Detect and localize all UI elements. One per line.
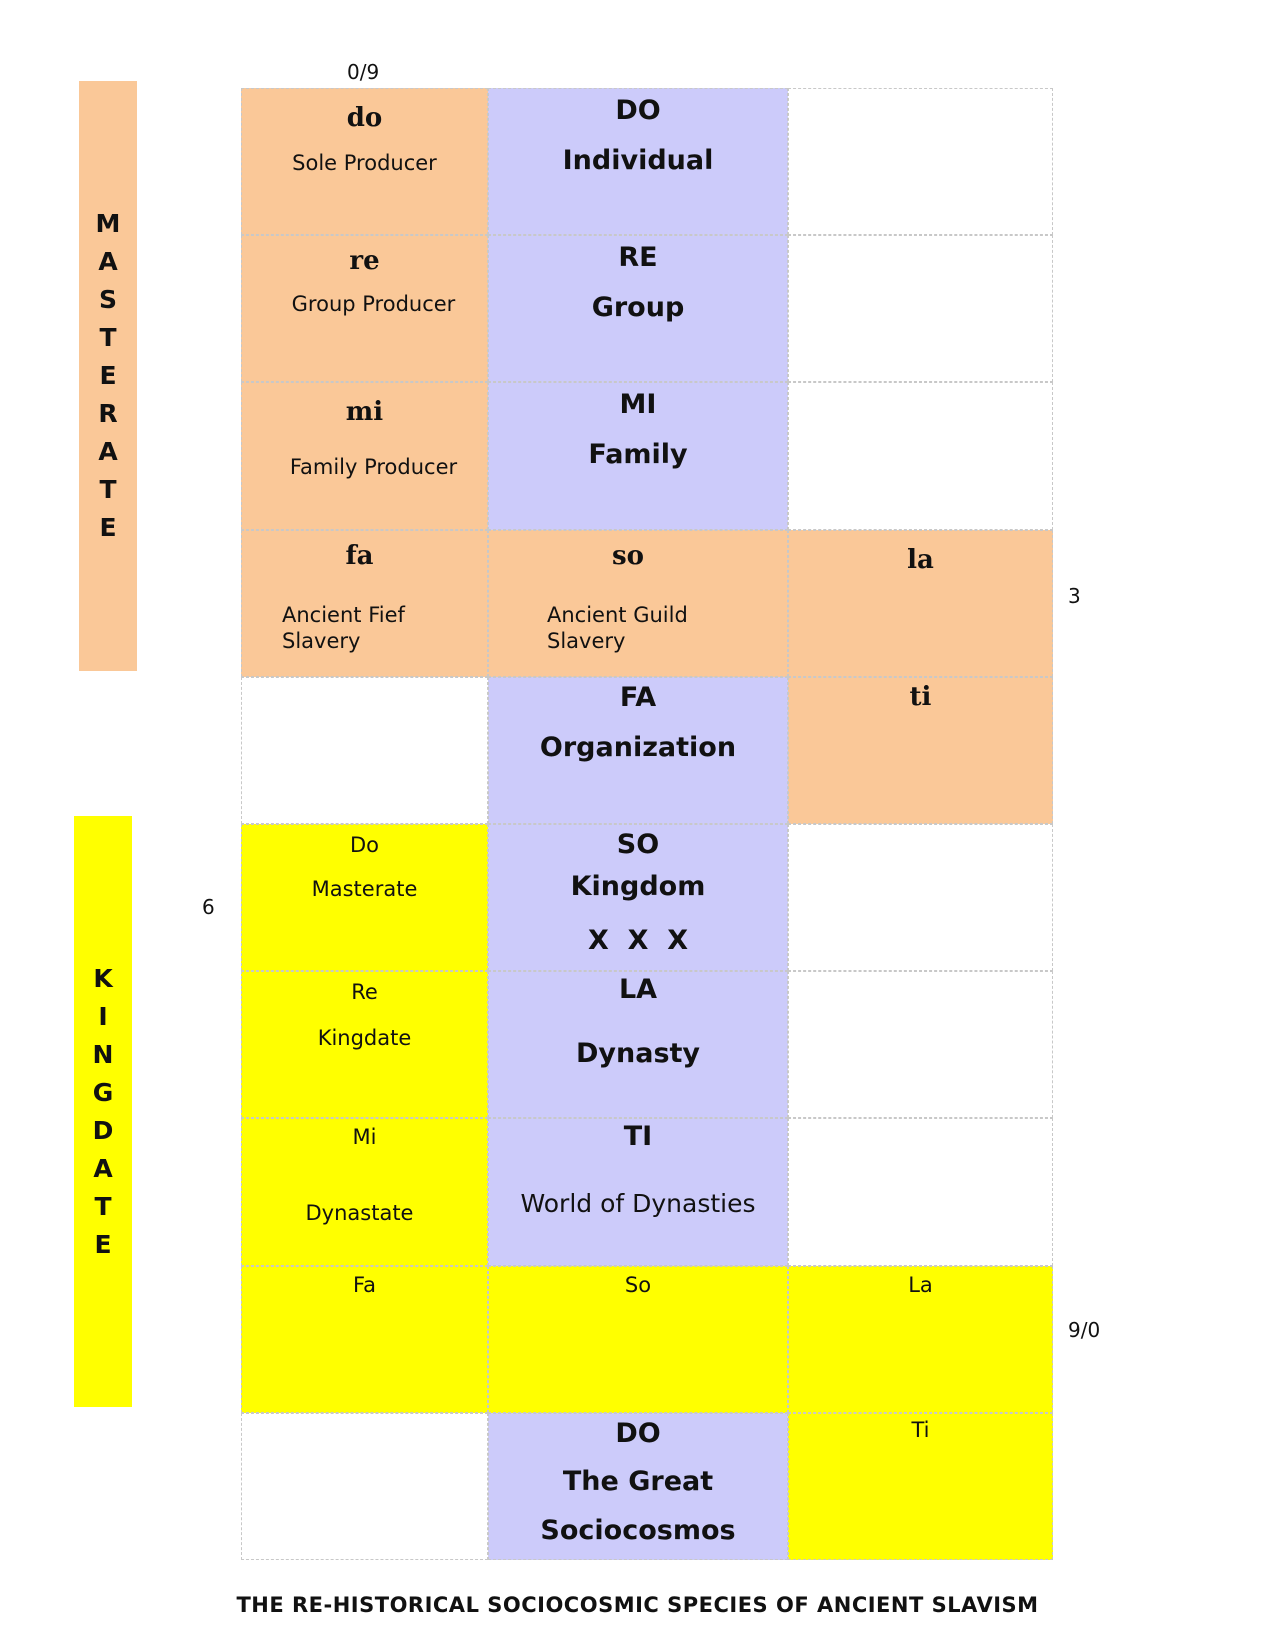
cell-label: Group Producer: [291, 292, 456, 317]
masterate-letter: S: [98, 285, 117, 314]
cell-re-kingdate: [241, 971, 488, 1118]
cell-fa-ancient-fief-slavery: [241, 530, 488, 677]
cell-code: Re: [351, 980, 378, 1005]
cell-label: Dynasty: [575, 1038, 701, 1070]
cell-label: Sole Producer: [292, 151, 437, 175]
kingdate-letter: T: [94, 1191, 112, 1221]
cell-la-upper: [788, 1266, 1053, 1413]
marker-right-lower: 9/0: [1068, 1318, 1101, 1342]
cell-code: do: [346, 103, 383, 133]
marker-left-lower: 6: [202, 895, 215, 919]
cell-label: Group: [591, 292, 685, 324]
kingdate-letter: I: [98, 1001, 108, 1031]
kingdate-letter: D: [92, 1115, 114, 1145]
masterate-side-bar: [79, 81, 137, 671]
cell-code: la: [907, 544, 934, 575]
cell-code: FA: [619, 681, 657, 713]
cell-dynasty: [488, 971, 788, 1118]
cell-family: [488, 382, 788, 529]
diagram-caption: THE RE-HISTORICAL SOCIOCOSMIC SPECIES OF ANCIENT SLAVISM: [236, 1593, 1039, 1617]
cell-label-line1: Ancient Guild: [547, 602, 688, 627]
cell-label: Kingdate: [317, 1026, 412, 1051]
cell-label: Dynastate: [305, 1201, 414, 1226]
cell-do-sole-producer: [241, 88, 488, 235]
cell-re-group-producer: [241, 235, 488, 382]
cell-code: DO: [615, 1417, 661, 1449]
cell-label-line2: Slavery: [282, 628, 361, 653]
kingdate-letter: K: [93, 963, 113, 993]
cell-so: [488, 1266, 788, 1413]
kingdate-letter: E: [94, 1229, 112, 1259]
cell-fa: [241, 1266, 488, 1413]
cell-kingdom: [488, 824, 788, 971]
cell-code: DO: [615, 95, 661, 126]
cell-label: Family: [588, 439, 688, 471]
cell-empty: [241, 677, 488, 824]
kingdate-letter: G: [92, 1077, 114, 1107]
cell-label-line2: Slavery: [547, 628, 626, 653]
cell-label: Individual: [562, 145, 714, 176]
cell-code: Fa: [352, 1272, 377, 1297]
masterate-letter: T: [99, 475, 117, 504]
cell-empty: [788, 382, 1053, 529]
cell-code: Do: [349, 832, 380, 857]
cell-world-of-dynasties: [488, 1118, 788, 1265]
cell-individual: [488, 88, 788, 235]
cell-great-sociocosmos: [488, 1413, 788, 1560]
cell-mi-dynastate: [241, 1118, 488, 1265]
cell-code: TI: [623, 1121, 653, 1153]
cell-code: Mi: [352, 1125, 377, 1150]
masterate-letter: A: [98, 247, 118, 276]
cell-empty: [788, 1118, 1053, 1265]
masterate-letter: A: [98, 437, 118, 466]
cell-label-line1: The Great: [562, 1465, 714, 1497]
cell-empty: [241, 1413, 488, 1560]
masterate-letter: R: [98, 399, 118, 428]
masterate-letter: T: [99, 323, 117, 352]
kingdate-side-bar: [74, 816, 132, 1407]
kingdate-letter: N: [92, 1039, 114, 1069]
cell-so-ancient-guild-slavery: [488, 530, 788, 677]
masterate-letter: M: [95, 209, 121, 238]
cell-label-line1: Ancient Fief: [282, 602, 405, 627]
cell-empty: [788, 235, 1053, 382]
cell-label: Kingdom: [570, 870, 706, 902]
cell-code: re: [349, 246, 380, 277]
cell-marks: X X X: [587, 924, 689, 956]
cell-group: [488, 235, 788, 382]
cell-code: LA: [618, 974, 658, 1006]
cell-la: [788, 530, 1053, 677]
cell-code: so: [612, 540, 644, 571]
cell-empty: [788, 971, 1053, 1118]
cell-code: Ti: [911, 1417, 930, 1442]
cell-label: Masterate: [311, 876, 418, 901]
cell-mi-family-producer: [241, 382, 488, 529]
cell-code: RE: [618, 242, 658, 274]
cell-code: MI: [619, 389, 657, 421]
kingdate-letter: A: [93, 1153, 113, 1183]
cell-empty: [788, 88, 1053, 235]
cell-code: La: [908, 1272, 933, 1297]
cell-code: mi: [345, 397, 384, 428]
cell-code: So: [624, 1272, 652, 1297]
cell-code: ti: [909, 681, 932, 712]
cell-ti: [788, 677, 1053, 824]
cell-empty: [788, 824, 1053, 971]
cell-label-line2: Sociocosmos: [540, 1514, 736, 1546]
cell-code: fa: [345, 540, 374, 571]
cell-organization: [488, 677, 788, 824]
masterate-letter: E: [99, 513, 117, 542]
masterate-letter: E: [99, 361, 117, 390]
cell-label: Family Producer: [289, 455, 458, 480]
sociocosmic-grid: [241, 88, 1053, 1560]
cell-label: World of Dynasties: [520, 1189, 756, 1219]
cell-code: SO: [616, 828, 660, 860]
marker-right-upper: 3: [1068, 584, 1081, 608]
cell-ti-upper: [788, 1413, 1053, 1560]
cell-do-masterate: [241, 824, 488, 971]
cell-label: Organization: [539, 731, 737, 763]
marker-top: 0/9: [347, 60, 380, 84]
